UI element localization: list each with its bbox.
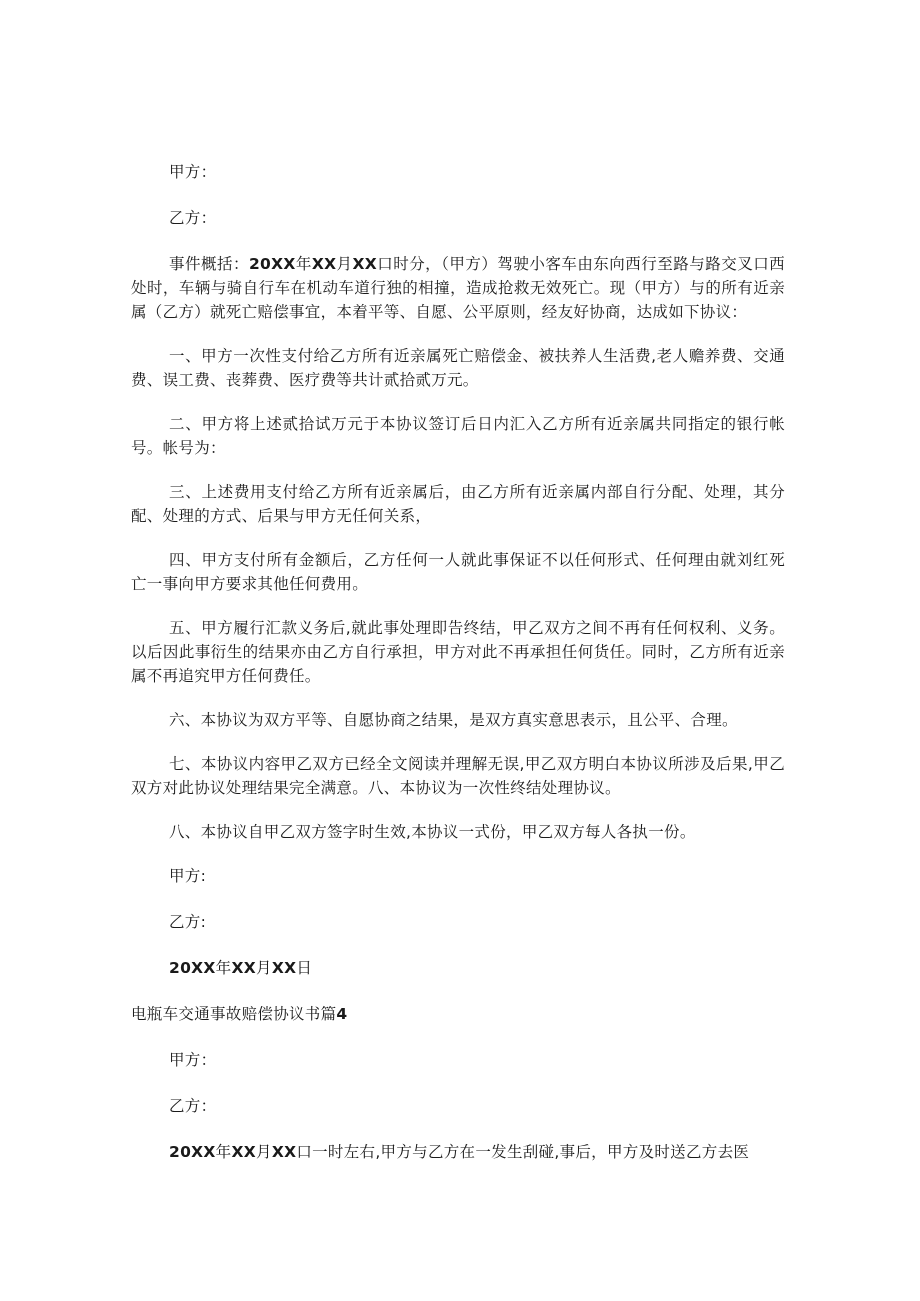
clause-6: 六、本协议为双方平等、自愿协商之结果，是双方真实意思表示，且公平、合理。 [169, 711, 738, 729]
clause-1: 一、甲方一次性支付给乙方所有近亲属死亡赔偿金、被扶养人生活费,老人赡养费、交通费、误工费、丧葬费、医疗费等共计贰拾贰万元。 [131, 347, 785, 389]
summary-day: XX [352, 255, 378, 273]
date-year-unit: 年 [215, 959, 232, 977]
section-title-text: 电瓶车交通事故赔偿协议书篇 [131, 1005, 337, 1023]
clause-3: 三、上述费用支付给乙方所有近亲属后，由乙方所有近亲属内部自行分配、处理，其分配、处理的方式、后果与甲方无任何关系， [131, 483, 785, 525]
summary-year-unit: 年 [295, 255, 312, 273]
last-body: 口一时左右,甲方与乙方在一发生刮碰,事后，甲方及时送乙方去医 [296, 1143, 750, 1161]
signature-party-b: 乙方: [169, 913, 207, 931]
date-month-unit: 月 [256, 959, 272, 977]
date-month: XX [231, 959, 256, 977]
date-year: 20XX [169, 959, 216, 977]
last-month: XX [231, 1143, 256, 1161]
last-year-unit: 年 [215, 1143, 232, 1161]
summary-year: 20XX [248, 255, 296, 273]
clause-5: 五、甲方履行汇款义务后,就此事处理即告终结，甲乙双方之间不再有任何权利、义务。以后因此事衍生的结果亦由乙方自行承担，甲方对此不再承担任何货任。同时，乙方所有近亲属不再追究甲方任何费任。 [131, 619, 785, 685]
summary-prefix: 事件概括： [169, 255, 249, 273]
incident-paragraph [131, 1140, 785, 1164]
party-a-label-2: 甲方： [169, 1051, 217, 1069]
summary-month-unit: 月 [336, 255, 353, 273]
signature-date [131, 956, 785, 980]
clause-2: 二、甲方将上述贰拾试万元于本协议签订后日内汇入乙方所有近亲属共同指定的银行帐号。帐号为： [131, 415, 785, 457]
section-title [131, 1002, 785, 1026]
section-title-number: 4 [336, 1005, 348, 1023]
last-day: XX [271, 1143, 297, 1161]
date-day-unit: 日 [296, 959, 313, 977]
event-summary [131, 252, 785, 324]
summary-body: 口时分，（甲方）驾驶小客车由东向西行至路与路交叉口西处时，车辆与骑自行车在机动车道行独的相撞，造成抢救无效死亡。现（甲方）与的所有近亲属（乙方）就死亡赔偿事宜，本着平等、自愿、公平原则，经友好协商，达成如下协议： [131, 255, 785, 321]
last-year: 20XX [169, 1143, 216, 1161]
signature-party-a: 甲方: [169, 867, 207, 885]
party-b-label-2: 乙方： [169, 1097, 217, 1115]
clause-8: 八、本协议自甲乙双方签字时生效,本协议一式份，甲乙双方每人各执一份。 [169, 823, 696, 841]
date-day: XX [271, 959, 297, 977]
clause-4: 四、甲方支付所有金额后，乙方任何一人就此事保证不以任何形式、任何理由就刘红死亡一事向甲方要求其他任何费用。 [131, 551, 785, 593]
summary-month: XX [311, 255, 337, 273]
party-a-label: 甲方： [169, 163, 217, 181]
party-b-label: 乙方： [169, 209, 217, 227]
clause-7: 七、本协议内容甲乙双方已经全文阅读并理解无误,甲乙双方明白本协议所涉及后果,甲乙双方对此协议处理结果完全满意。八、本协议为一次性终结处理协议。 [131, 755, 785, 797]
last-month-unit: 月 [256, 1143, 272, 1161]
